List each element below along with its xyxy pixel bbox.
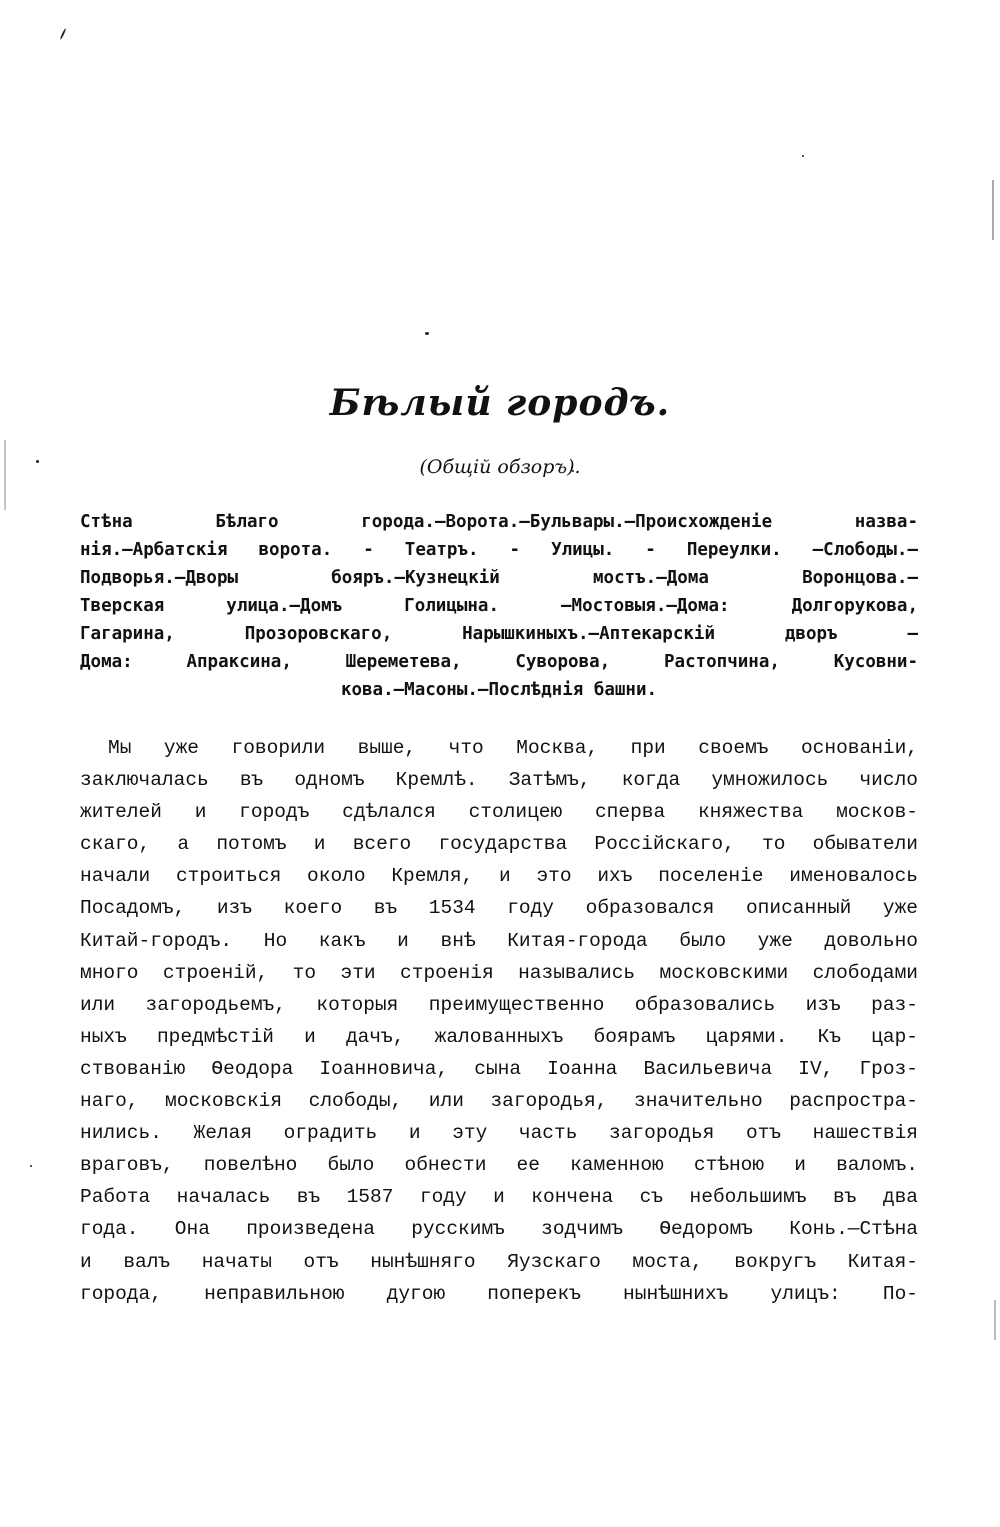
scan-speck: [60, 28, 67, 40]
body-line: заключалась въ одномъ Кремлѣ. Затѣмъ, когда умножилось число: [80, 769, 918, 792]
scan-edge-mark: [994, 1300, 996, 1340]
scan-speck: [802, 155, 804, 157]
body-line: враговъ, повелѣно было обнести ее каменною стѣною и валомъ.: [80, 1154, 918, 1177]
summary-line: кова.—Масоны.—Послѣднія башни.: [340, 680, 658, 700]
body-line: много строеній, то эти строенія назывались московскими слободами: [80, 961, 918, 984]
chapter-summary: [80, 508, 918, 704]
body-line: и валъ начаты отъ нынѣшняго Яузскаго моста, вокругъ Китая-: [80, 1250, 918, 1273]
summary-line: Гагарина, Прозоровскаго, Нарышкиныхъ.—Аптекарскій дворъ —: [80, 624, 918, 644]
summary-line: Тверская улица.—Домъ Голицына. —Мостовыя.—Дома: Долгорукова,: [80, 596, 918, 616]
body-line: года. Она произведена русскимъ зодчимъ Ѳедоромъ Конь.—Стѣна: [80, 1218, 918, 1241]
chapter-title: Бѣлый городъ.: [329, 382, 671, 424]
summary-line: Подворья.—Дворы бояръ.—Кузнецкій мостъ.—Дома Воронцова.—: [80, 568, 918, 588]
body-line: Китай-городъ. Но какъ и внѣ Китая-города было уже довольно: [80, 929, 918, 952]
body-line: ныхъ предмѣстій и дачъ, жалованныхъ боярамъ царями. Къ цар-: [80, 1025, 918, 1048]
scan-edge-mark: [992, 180, 994, 240]
body-line: Работа началась въ 1587 году и кончена съ небольшимъ въ два: [80, 1186, 918, 1209]
body-line: Посадомъ, изъ коего въ 1534 году образовался описанный уже: [80, 897, 918, 920]
body-line: Мы уже говорили выше, что Москва, при своемъ основаніи,: [108, 737, 918, 759]
summary-line: нія.—Арбатскія ворота. - Театръ. - Улицы. - Переулки. —Слободы.—: [80, 540, 918, 560]
body-line: жителей и городъ сдѣлался столицею сперва княжества москов-: [80, 801, 918, 824]
scan-speck: [30, 1165, 32, 1167]
body-paragraph: [80, 732, 918, 1310]
summary-line: Дома: Апраксина, Шереметева, Суворова, Растопчина, Кусовни-: [80, 652, 918, 672]
body-line: или загородьемъ, которыя преимущественно образовались изъ раз-: [80, 993, 918, 1016]
body-line: нились. Желая оградить и эту часть загородья отъ нашествія: [80, 1122, 918, 1145]
body-line: города, неправильною дугою поперекъ нынѣшнихъ улицъ: По-: [80, 1282, 918, 1305]
summary-line: Стѣна Бѣлаго города.—Ворота.—Бульвары.—Происхожденіе назва-: [80, 512, 918, 532]
scan-speck: [425, 332, 429, 335]
chapter-subtitle: (Общій обзоръ).: [419, 456, 581, 478]
body-line: наго, московскія слободы, или загородья, значительно распростра-: [80, 1090, 918, 1113]
body-line: ствованію Ѳеодора Іоанновича, сына Іоанна Васильевича IV, Гроз-: [80, 1057, 918, 1080]
body-line: начали строиться около Кремля, и это ихъ поселеніе именовалось: [80, 865, 918, 888]
body-line: скаго, а потомъ и всего государства Россійскаго, то обыватели: [80, 833, 918, 856]
